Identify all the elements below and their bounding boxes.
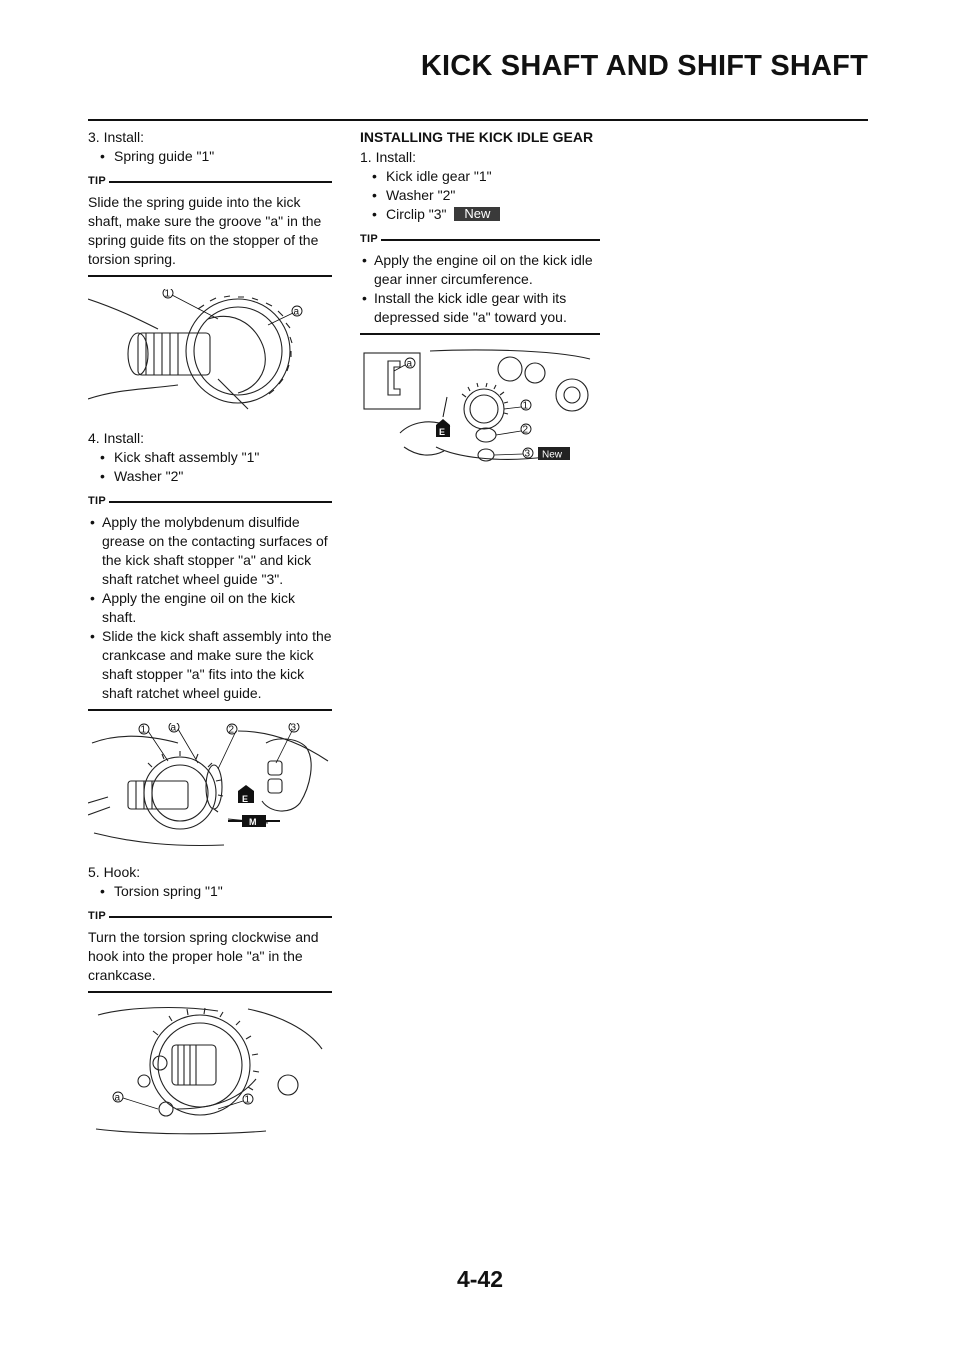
install-item: • Spring guide "1" [98, 147, 332, 166]
tip-text: Turn the torsion spring clockwise and hook into the proper hole "a" in the crankcase. [88, 926, 332, 993]
left-column [88, 128, 332, 1149]
step-4 [88, 429, 332, 851]
spring-guide-illustration [88, 289, 332, 417]
tip-box [88, 172, 332, 277]
install-item-text: Circlip "3" [386, 206, 447, 222]
tip-label: TIP [88, 495, 107, 507]
svg-text:New: New [542, 449, 563, 461]
tip-label: TIP [88, 910, 107, 922]
svg-text:E: E [242, 794, 249, 804]
callout-2: 2 [522, 424, 529, 436]
tip-item: • Install the kick idle gear with its depressed side "a" toward you. [360, 289, 600, 327]
tip-label: TIP [360, 233, 379, 245]
tip-item: • Slide the kick shaft assembly into the crankcase and make sure the kick shaft stopper "a" fits into the kick shaft ratchet wheel guide. [88, 627, 332, 703]
engine-oil-e-icon [436, 397, 450, 437]
callout-a: a [293, 306, 300, 318]
callout-3: 3 [524, 448, 531, 460]
install-item [370, 205, 600, 224]
tip-list [360, 249, 600, 335]
middle-column [360, 128, 600, 483]
step-label: 4. Install: [88, 430, 145, 446]
tip-box [360, 230, 600, 335]
page-title: KICK SHAFT AND SHIFT SHAFT [420, 50, 868, 82]
tip-list [88, 511, 332, 711]
callout-1: 1 [164, 289, 171, 300]
callout-3: 3 [290, 723, 297, 734]
section-heading: INSTALLING THE KICK IDLE GEAR [360, 129, 594, 145]
torsion-spring-illustration [88, 1005, 332, 1137]
step-label: 5. Hook: [88, 864, 141, 880]
callout-2: 2 [228, 724, 235, 736]
callout-a: a [406, 358, 413, 370]
install-item: • Washer "2" [98, 467, 332, 486]
install-item: • Washer "2" [370, 186, 600, 205]
callout-1: 1 [244, 1094, 251, 1106]
callout-a: a [170, 723, 177, 734]
step-label: 3. Install: [88, 129, 145, 145]
step-3 [88, 128, 332, 417]
grease-m-icon [228, 815, 280, 827]
tip-item: • Apply the engine oil on the kick shaft. [88, 589, 332, 627]
step-5 [88, 863, 332, 1137]
tip-item: • Apply the engine oil on the kick idle gear inner circumference. [360, 251, 600, 289]
hook-item: • Torsion spring "1" [98, 882, 332, 901]
kick-shaft-assembly-illustration [88, 723, 332, 851]
page-number: 4-42 [456, 1266, 504, 1292]
tip-item: • Apply the molybdenum disulfide grease on the contacting surfaces of the kick shaft stopper "a" and kick shaft ratchet wheel guide "3". [88, 513, 332, 589]
tip-box [88, 492, 332, 711]
callout-a: a [114, 1092, 121, 1104]
callout-1: 1 [522, 400, 529, 412]
callout-1: 1 [140, 724, 147, 736]
svg-text:M: M [249, 817, 257, 827]
tip-label: TIP [88, 175, 107, 187]
step-label: 1. Install: [360, 149, 417, 165]
new-part-badge [538, 447, 570, 461]
grease-e-icon [238, 785, 254, 804]
new-badge: New [454, 207, 500, 221]
kick-idle-gear-illustration [360, 347, 600, 471]
tip-box [88, 907, 332, 993]
install-item: • Kick shaft assembly "1" [98, 448, 332, 467]
install-item: • Kick idle gear "1" [370, 167, 600, 186]
svg-text:E: E [439, 427, 446, 437]
title-rule [88, 119, 868, 121]
tip-text: Slide the spring guide into the kick shaft, make sure the groove "a" in the spring guide fits on the stopper of the torsion spring. [88, 191, 332, 277]
